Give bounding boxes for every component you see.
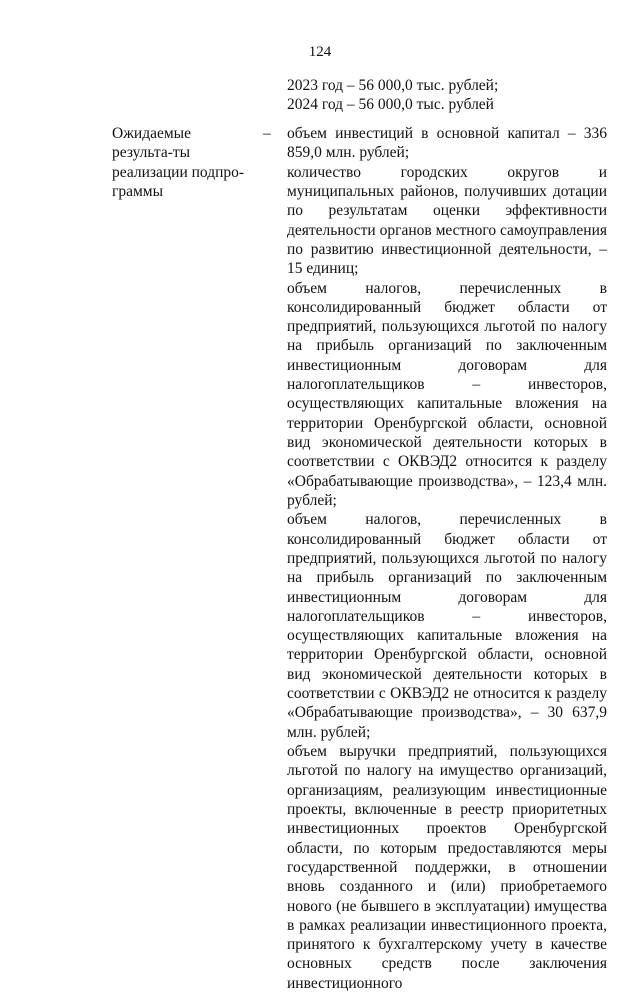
result-municipalities-count: количество городских округов и муниципальных районов, получивших дотации по результатам оценки эффективности деятельности органов местного самоуправления по развитию инвестиционной деятельности, – 15 единиц; bbox=[287, 163, 607, 278]
result-taxes-non-manufacturing: объем налогов, перечисленных в консолидированный бюджет области от предприятий, пользующихся льготой по налогу на прибыль организаций по заключенным инвестиционным договорам для налогоплательщиков – инвесторов, осуществляющих капитальные вложения на территории Оренбургской области, основной вид экономической деятельности которых в соответствии с ОКВЭД2 не относится к разделу «Обрабатывающие производства», – 30 637,9 млн. рублей; bbox=[287, 511, 607, 741]
result-investment-volume: объем инвестиций в основной капитал – 336 859,0 млн. рублей; bbox=[287, 125, 607, 162]
funding-line-2024: 2024 год – 56 000,0 тыс. рублей bbox=[287, 96, 494, 113]
funding-line-2023: 2023 год – 56 000,0 тыс. рублей; bbox=[287, 77, 499, 94]
label-dash: – bbox=[263, 125, 271, 142]
expected-results-text bbox=[287, 124, 607, 993]
result-revenue-property-tax: объем выручки предприятий, пользующихся льготой по налогу на имущество организаций, организациям, реализующим инвестиционные проекты, включенные в реестр приоритетных инвестиционных проектов Оренбургской области, по которым предоставляются меры государственной поддержки, в отношении вновь созданного и (или) приобретаемого нового (не бывшего в эксплуатации) имущества в рамках реализации инвестиционного проекта, принятого к бухгалтерскому учету в качестве основных средств после заключения инвестиционного bbox=[287, 743, 607, 992]
page-number: 124 bbox=[308, 44, 332, 60]
result-taxes-manufacturing: объем налогов, перечисленных в консолидированный бюджет области от предприятий, пользующихся льготой по налогу на прибыль организаций по заключенным инвестиционным договорам для налогоплательщиков – инвесторов, осуществляющих капитальные вложения на территории Оренбургской области, основной вид экономической деятельности которых в соответствии с ОКВЭД2 относится к разделу «Обрабатывающие производства», – 123,4 млн. рублей; bbox=[287, 279, 607, 509]
funding-lines bbox=[287, 76, 607, 114]
expected-results-label: Ожидаемые результа-ты реализации подпро-граммы bbox=[112, 125, 245, 200]
